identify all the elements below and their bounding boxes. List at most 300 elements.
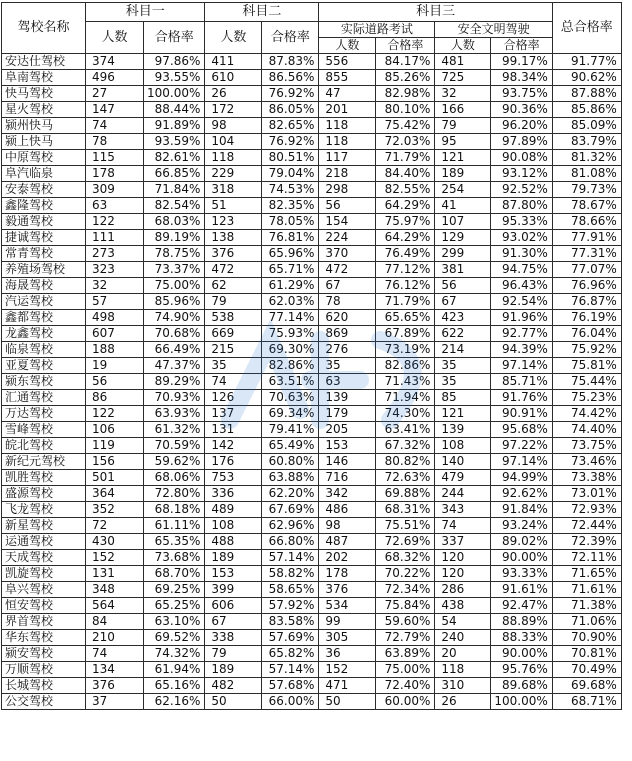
school-name-cell: 雪峰驾校 xyxy=(2,422,86,438)
road-rate-cell: 82.86% xyxy=(376,358,435,374)
table-row xyxy=(2,230,622,246)
s2-count-cell: 538 xyxy=(205,310,262,326)
s1-rate-cell: 61.94% xyxy=(144,662,205,678)
safe-count-cell: 286 xyxy=(435,582,491,598)
table-row xyxy=(2,662,622,678)
safe-rate-cell: 95.68% xyxy=(491,422,552,438)
safe-rate-cell: 92.62% xyxy=(491,486,552,502)
school-name-cell: 中原驾校 xyxy=(2,150,86,166)
s1-rate-cell: 70.68% xyxy=(144,326,205,342)
s1-rate-cell: 59.62% xyxy=(144,454,205,470)
road-count-cell: 154 xyxy=(319,214,376,230)
s1-rate-header: 合格率 xyxy=(144,22,205,54)
road-rate-cell: 72.69% xyxy=(376,534,435,550)
school-name-cell: 阜南驾校 xyxy=(2,70,86,86)
total-rate-cell: 78.66% xyxy=(552,214,621,230)
school-name-cell: 颍安驾校 xyxy=(2,646,86,662)
s1-count-cell: 498 xyxy=(86,310,144,326)
pass-rate-table xyxy=(1,2,622,710)
table-row xyxy=(2,198,622,214)
s1-count-cell: 74 xyxy=(86,118,144,134)
s2-count-cell: 131 xyxy=(205,422,262,438)
s2-rate-cell: 74.53% xyxy=(262,182,319,198)
road-rate-cell: 76.12% xyxy=(376,278,435,294)
s1-rate-cell: 100.00% xyxy=(144,86,205,102)
road-rate-cell: 69.88% xyxy=(376,486,435,502)
s2-rate-cell: 77.14% xyxy=(262,310,319,326)
s2-count-cell: 79 xyxy=(205,646,262,662)
school-name-cell: 万顺驾校 xyxy=(2,662,86,678)
table-row xyxy=(2,614,622,630)
s2-count-cell: 26 xyxy=(205,86,262,102)
road-count-cell: 486 xyxy=(319,502,376,518)
s2-count-cell: 318 xyxy=(205,182,262,198)
total-rate-cell: 77.07% xyxy=(552,262,621,278)
s2-rate-cell: 65.96% xyxy=(262,246,319,262)
safe-rate-cell: 90.36% xyxy=(491,102,552,118)
table-row xyxy=(2,134,622,150)
s1-rate-cell: 68.06% xyxy=(144,470,205,486)
s2-rate-cell: 82.35% xyxy=(262,198,319,214)
school-name-cell: 盛源驾校 xyxy=(2,486,86,502)
road-rate-cell: 74.30% xyxy=(376,406,435,422)
school-name-cell: 运通驾校 xyxy=(2,534,86,550)
table-row xyxy=(2,422,622,438)
s2-count-cell: 104 xyxy=(205,134,262,150)
safe-count-cell: 85 xyxy=(435,390,491,406)
school-name-cell: 临泉驾校 xyxy=(2,342,86,358)
table-row xyxy=(2,534,622,550)
road-rate-cell: 80.82% xyxy=(376,454,435,470)
road-count-cell: 716 xyxy=(319,470,376,486)
safe-rate-cell: 88.33% xyxy=(491,630,552,646)
safe-count-cell: 337 xyxy=(435,534,491,550)
table-row xyxy=(2,294,622,310)
safe-rate-cell: 95.76% xyxy=(491,662,552,678)
table-row xyxy=(2,646,622,662)
total-rate-cell: 73.38% xyxy=(552,470,621,486)
s2-count-cell: 50 xyxy=(205,694,262,710)
s2-count-cell: 62 xyxy=(205,278,262,294)
safe-rate-cell: 94.99% xyxy=(491,470,552,486)
s2-count-header: 人数 xyxy=(205,22,262,54)
total-rate-cell: 68.71% xyxy=(552,694,621,710)
s2-rate-cell: 57.14% xyxy=(262,550,319,566)
school-name-cell: 天成驾校 xyxy=(2,550,86,566)
safe-rate-cell: 97.14% xyxy=(491,358,552,374)
safe-count-cell: 438 xyxy=(435,598,491,614)
col-school-name-header: 驾校名称 xyxy=(2,3,86,54)
s2-rate-cell: 87.83% xyxy=(262,54,319,70)
school-name-cell: 华东驾校 xyxy=(2,630,86,646)
safe-count-cell: 299 xyxy=(435,246,491,262)
safe-count-cell: 118 xyxy=(435,662,491,678)
road-count-cell: 855 xyxy=(319,70,376,86)
safe-rate-cell: 91.96% xyxy=(491,310,552,326)
safe-driving-header: 安全文明驾驶 xyxy=(435,22,552,38)
s1-count-cell: 134 xyxy=(86,662,144,678)
total-rate-cell: 73.75% xyxy=(552,438,621,454)
road-count-cell: 305 xyxy=(319,630,376,646)
s2-count-cell: 118 xyxy=(205,150,262,166)
road-rate-cell: 67.89% xyxy=(376,326,435,342)
safe-rate-cell: 94.39% xyxy=(491,342,552,358)
safe-rate-cell: 88.89% xyxy=(491,614,552,630)
table-row xyxy=(2,438,622,454)
safe-rate-cell: 97.14% xyxy=(491,454,552,470)
s1-rate-cell: 66.85% xyxy=(144,166,205,182)
s2-count-cell: 176 xyxy=(205,454,262,470)
s1-rate-cell: 78.75% xyxy=(144,246,205,262)
total-rate-cell: 72.44% xyxy=(552,518,621,534)
school-name-cell: 毅通驾校 xyxy=(2,214,86,230)
s2-count-cell: 126 xyxy=(205,390,262,406)
school-name-cell: 阜汽临泉 xyxy=(2,166,86,182)
s1-rate-cell: 89.19% xyxy=(144,230,205,246)
road-rate-cell: 63.41% xyxy=(376,422,435,438)
road-count-cell: 98 xyxy=(319,518,376,534)
safe-rate-cell: 93.33% xyxy=(491,566,552,582)
safe-count-cell: 108 xyxy=(435,438,491,454)
safe-count-cell: 26 xyxy=(435,694,491,710)
school-name-cell: 颍上快马 xyxy=(2,134,86,150)
s1-rate-cell: 70.93% xyxy=(144,390,205,406)
total-rate-cell: 76.19% xyxy=(552,310,621,326)
table-row xyxy=(2,566,622,582)
road-rate-cell: 84.17% xyxy=(376,54,435,70)
s2-rate-cell: 76.92% xyxy=(262,86,319,102)
s2-count-cell: 35 xyxy=(205,358,262,374)
road-count-cell: 224 xyxy=(319,230,376,246)
subject1-header: 科目一 xyxy=(86,3,205,22)
safe-count-cell: 20 xyxy=(435,646,491,662)
school-name-cell: 海晟驾校 xyxy=(2,278,86,294)
safe-count-cell: 343 xyxy=(435,502,491,518)
total-rate-cell: 73.01% xyxy=(552,486,621,502)
road-rate-cell: 65.65% xyxy=(376,310,435,326)
road-count-cell: 78 xyxy=(319,294,376,310)
road-rate-cell: 75.00% xyxy=(376,662,435,678)
school-name-cell: 公交驾校 xyxy=(2,694,86,710)
table-row xyxy=(2,342,622,358)
s1-count-cell: 364 xyxy=(86,486,144,502)
road-count-cell: 179 xyxy=(319,406,376,422)
s2-count-cell: 753 xyxy=(205,470,262,486)
s1-count-cell: 210 xyxy=(86,630,144,646)
s1-count-cell: 147 xyxy=(86,102,144,118)
road-rate-cell: 59.60% xyxy=(376,614,435,630)
s1-count-cell: 323 xyxy=(86,262,144,278)
table-row xyxy=(2,326,622,342)
total-rate-cell: 71.65% xyxy=(552,566,621,582)
road-rate-cell: 76.49% xyxy=(376,246,435,262)
total-rate-cell: 76.04% xyxy=(552,326,621,342)
s1-count-header: 人数 xyxy=(86,22,144,54)
safe-rate-cell: 96.43% xyxy=(491,278,552,294)
road-count-cell: 153 xyxy=(319,438,376,454)
s2-rate-cell: 86.56% xyxy=(262,70,319,86)
total-rate-cell: 83.79% xyxy=(552,134,621,150)
safe-rate-cell: 93.12% xyxy=(491,166,552,182)
s1-rate-cell: 61.32% xyxy=(144,422,205,438)
total-rate-cell: 75.92% xyxy=(552,342,621,358)
s1-count-cell: 122 xyxy=(86,406,144,422)
safe-count-cell: 67 xyxy=(435,294,491,310)
school-name-cell: 鑫隆驾校 xyxy=(2,198,86,214)
s2-count-cell: 142 xyxy=(205,438,262,454)
safe-rate-cell: 93.75% xyxy=(491,86,552,102)
safe-count-cell: 121 xyxy=(435,406,491,422)
road-count-cell: 620 xyxy=(319,310,376,326)
s1-count-cell: 430 xyxy=(86,534,144,550)
s2-rate-cell: 63.88% xyxy=(262,470,319,486)
table-row xyxy=(2,550,622,566)
table-row xyxy=(2,630,622,646)
safe-count-cell: 254 xyxy=(435,182,491,198)
school-name-cell: 皖北驾校 xyxy=(2,438,86,454)
road-count-cell: 298 xyxy=(319,182,376,198)
s2-rate-cell: 86.05% xyxy=(262,102,319,118)
total-rate-cell: 75.23% xyxy=(552,390,621,406)
road-rate-cell: 71.79% xyxy=(376,150,435,166)
s2-count-cell: 472 xyxy=(205,262,262,278)
table-row xyxy=(2,486,622,502)
total-rate-cell: 85.86% xyxy=(552,102,621,118)
s2-rate-cell: 66.00% xyxy=(262,694,319,710)
road-count-cell: 276 xyxy=(319,342,376,358)
school-name-cell: 凯旋驾校 xyxy=(2,566,86,582)
s1-count-cell: 188 xyxy=(86,342,144,358)
table-row xyxy=(2,518,622,534)
table-row xyxy=(2,118,622,134)
s2-rate-cell: 82.86% xyxy=(262,358,319,374)
table-row xyxy=(2,502,622,518)
road-rate-cell: 71.43% xyxy=(376,374,435,390)
s1-rate-cell: 93.59% xyxy=(144,134,205,150)
road-count-cell: 471 xyxy=(319,678,376,694)
road-count-cell: 178 xyxy=(319,566,376,582)
s2-count-cell: 489 xyxy=(205,502,262,518)
road-rate-cell: 84.40% xyxy=(376,166,435,182)
s2-count-cell: 669 xyxy=(205,326,262,342)
total-rate-cell: 77.91% xyxy=(552,230,621,246)
safe-rate-cell: 93.24% xyxy=(491,518,552,534)
s2-rate-cell: 57.14% xyxy=(262,662,319,678)
safe-rate-cell: 92.52% xyxy=(491,182,552,198)
s2-rate-cell: 57.68% xyxy=(262,678,319,694)
total-rate-cell: 90.62% xyxy=(552,70,621,86)
safe-count-cell: 95 xyxy=(435,134,491,150)
s1-count-cell: 32 xyxy=(86,278,144,294)
s2-count-cell: 189 xyxy=(205,550,262,566)
table-row xyxy=(2,214,622,230)
s1-count-cell: 376 xyxy=(86,678,144,694)
safe-rate-cell: 87.80% xyxy=(491,198,552,214)
total-rate-cell: 75.44% xyxy=(552,374,621,390)
s1-count-cell: 106 xyxy=(86,422,144,438)
total-rate-cell: 71.38% xyxy=(552,598,621,614)
s1-count-cell: 607 xyxy=(86,326,144,342)
s1-rate-cell: 73.37% xyxy=(144,262,205,278)
s1-rate-cell: 74.90% xyxy=(144,310,205,326)
s1-rate-cell: 65.16% xyxy=(144,678,205,694)
s2-count-cell: 399 xyxy=(205,582,262,598)
school-name-cell: 长城驾校 xyxy=(2,678,86,694)
s1-count-cell: 348 xyxy=(86,582,144,598)
road-rate-cell: 85.26% xyxy=(376,70,435,86)
s1-rate-cell: 88.44% xyxy=(144,102,205,118)
s1-count-cell: 178 xyxy=(86,166,144,182)
road-count-cell: 35 xyxy=(319,358,376,374)
school-name-cell: 新纪元驾校 xyxy=(2,454,86,470)
road-count-cell: 376 xyxy=(319,582,376,598)
s2-count-cell: 488 xyxy=(205,534,262,550)
s2-rate-header: 合格率 xyxy=(262,22,319,54)
s2-count-cell: 215 xyxy=(205,342,262,358)
safe-count-cell: 74 xyxy=(435,518,491,534)
road-rate-cell: 67.32% xyxy=(376,438,435,454)
s2-rate-cell: 69.30% xyxy=(262,342,319,358)
safe-count-cell: 120 xyxy=(435,566,491,582)
school-name-cell: 颍东驾校 xyxy=(2,374,86,390)
table-row xyxy=(2,598,622,614)
safe-count-cell: 423 xyxy=(435,310,491,326)
safe-count-cell: 244 xyxy=(435,486,491,502)
table-row xyxy=(2,406,622,422)
road-count-cell: 63 xyxy=(319,374,376,390)
safe-rate-cell: 91.30% xyxy=(491,246,552,262)
school-name-cell: 恒安驾校 xyxy=(2,598,86,614)
s2-rate-cell: 57.69% xyxy=(262,630,319,646)
s2-rate-cell: 76.81% xyxy=(262,230,319,246)
school-name-cell: 界首驾校 xyxy=(2,614,86,630)
s2-count-cell: 610 xyxy=(205,70,262,86)
s1-count-cell: 119 xyxy=(86,438,144,454)
s1-rate-cell: 71.84% xyxy=(144,182,205,198)
school-name-cell: 安泰驾校 xyxy=(2,182,86,198)
s1-rate-cell: 69.25% xyxy=(144,582,205,598)
road-rate-cell: 73.19% xyxy=(376,342,435,358)
s1-count-cell: 57 xyxy=(86,294,144,310)
s2-rate-cell: 58.65% xyxy=(262,582,319,598)
road-rate-cell: 68.32% xyxy=(376,550,435,566)
road-rate-cell: 72.03% xyxy=(376,134,435,150)
school-name-cell: 汽运驾校 xyxy=(2,294,86,310)
total-rate-cell: 72.39% xyxy=(552,534,621,550)
s2-count-cell: 67 xyxy=(205,614,262,630)
safe-count-header: 人数 xyxy=(435,38,491,54)
road-rate-cell: 64.29% xyxy=(376,198,435,214)
s2-rate-cell: 65.49% xyxy=(262,438,319,454)
road-count-cell: 47 xyxy=(319,86,376,102)
s1-rate-cell: 63.93% xyxy=(144,406,205,422)
safe-rate-cell: 90.08% xyxy=(491,150,552,166)
safe-rate-header: 合格率 xyxy=(491,38,552,54)
s1-count-cell: 152 xyxy=(86,550,144,566)
road-count-cell: 67 xyxy=(319,278,376,294)
safe-count-cell: 121 xyxy=(435,150,491,166)
school-name-cell: 星火驾校 xyxy=(2,102,86,118)
s1-count-cell: 122 xyxy=(86,214,144,230)
road-rate-cell: 72.63% xyxy=(376,470,435,486)
road-count-cell: 472 xyxy=(319,262,376,278)
s1-count-cell: 86 xyxy=(86,390,144,406)
road-count-cell: 99 xyxy=(319,614,376,630)
safe-count-cell: 41 xyxy=(435,198,491,214)
road-rate-cell: 75.84% xyxy=(376,598,435,614)
road-count-cell: 56 xyxy=(319,198,376,214)
s2-rate-cell: 66.80% xyxy=(262,534,319,550)
s1-rate-cell: 68.18% xyxy=(144,502,205,518)
school-name-cell: 安达仕驾校 xyxy=(2,54,86,70)
school-name-cell: 养殖场驾校 xyxy=(2,262,86,278)
road-rate-cell: 64.29% xyxy=(376,230,435,246)
s1-rate-cell: 47.37% xyxy=(144,358,205,374)
road-count-header: 人数 xyxy=(319,38,376,54)
s2-rate-cell: 67.69% xyxy=(262,502,319,518)
school-name-cell: 万达驾校 xyxy=(2,406,86,422)
table-body xyxy=(2,54,622,710)
road-rate-cell: 63.89% xyxy=(376,646,435,662)
safe-count-cell: 725 xyxy=(435,70,491,86)
road-rate-cell: 70.22% xyxy=(376,566,435,582)
s1-rate-cell: 75.00% xyxy=(144,278,205,294)
s2-rate-cell: 75.93% xyxy=(262,326,319,342)
safe-count-cell: 479 xyxy=(435,470,491,486)
total-rate-cell: 81.32% xyxy=(552,150,621,166)
s2-rate-cell: 78.05% xyxy=(262,214,319,230)
s2-rate-cell: 58.82% xyxy=(262,566,319,582)
s2-rate-cell: 79.41% xyxy=(262,422,319,438)
safe-count-cell: 139 xyxy=(435,422,491,438)
road-count-cell: 118 xyxy=(319,134,376,150)
road-rate-cell: 82.98% xyxy=(376,86,435,102)
s2-rate-cell: 76.92% xyxy=(262,134,319,150)
road-rate-cell: 71.94% xyxy=(376,390,435,406)
total-rate-cell: 75.81% xyxy=(552,358,621,374)
road-count-cell: 202 xyxy=(319,550,376,566)
s1-rate-cell: 82.61% xyxy=(144,150,205,166)
road-count-cell: 205 xyxy=(319,422,376,438)
table-row xyxy=(2,358,622,374)
road-rate-cell: 75.51% xyxy=(376,518,435,534)
table-row xyxy=(2,262,622,278)
total-rate-cell: 70.90% xyxy=(552,630,621,646)
s1-rate-cell: 69.52% xyxy=(144,630,205,646)
s2-rate-cell: 61.29% xyxy=(262,278,319,294)
s1-rate-cell: 62.16% xyxy=(144,694,205,710)
safe-rate-cell: 91.61% xyxy=(491,582,552,598)
road-count-cell: 342 xyxy=(319,486,376,502)
school-name-cell: 凯胜驾校 xyxy=(2,470,86,486)
s1-rate-cell: 74.32% xyxy=(144,646,205,662)
safe-count-cell: 35 xyxy=(435,358,491,374)
s2-rate-cell: 70.63% xyxy=(262,390,319,406)
road-count-cell: 118 xyxy=(319,118,376,134)
table-row xyxy=(2,310,622,326)
total-rate-cell: 74.40% xyxy=(552,422,621,438)
safe-count-cell: 35 xyxy=(435,374,491,390)
school-name-cell: 鑫都驾校 xyxy=(2,310,86,326)
safe-count-cell: 120 xyxy=(435,550,491,566)
s2-rate-cell: 80.51% xyxy=(262,150,319,166)
s1-rate-cell: 85.96% xyxy=(144,294,205,310)
road-rate-cell: 75.97% xyxy=(376,214,435,230)
s1-count-cell: 156 xyxy=(86,454,144,470)
school-name-cell: 亚夏驾校 xyxy=(2,358,86,374)
safe-rate-cell: 91.76% xyxy=(491,390,552,406)
subject3-header: 科目三 xyxy=(319,3,552,22)
